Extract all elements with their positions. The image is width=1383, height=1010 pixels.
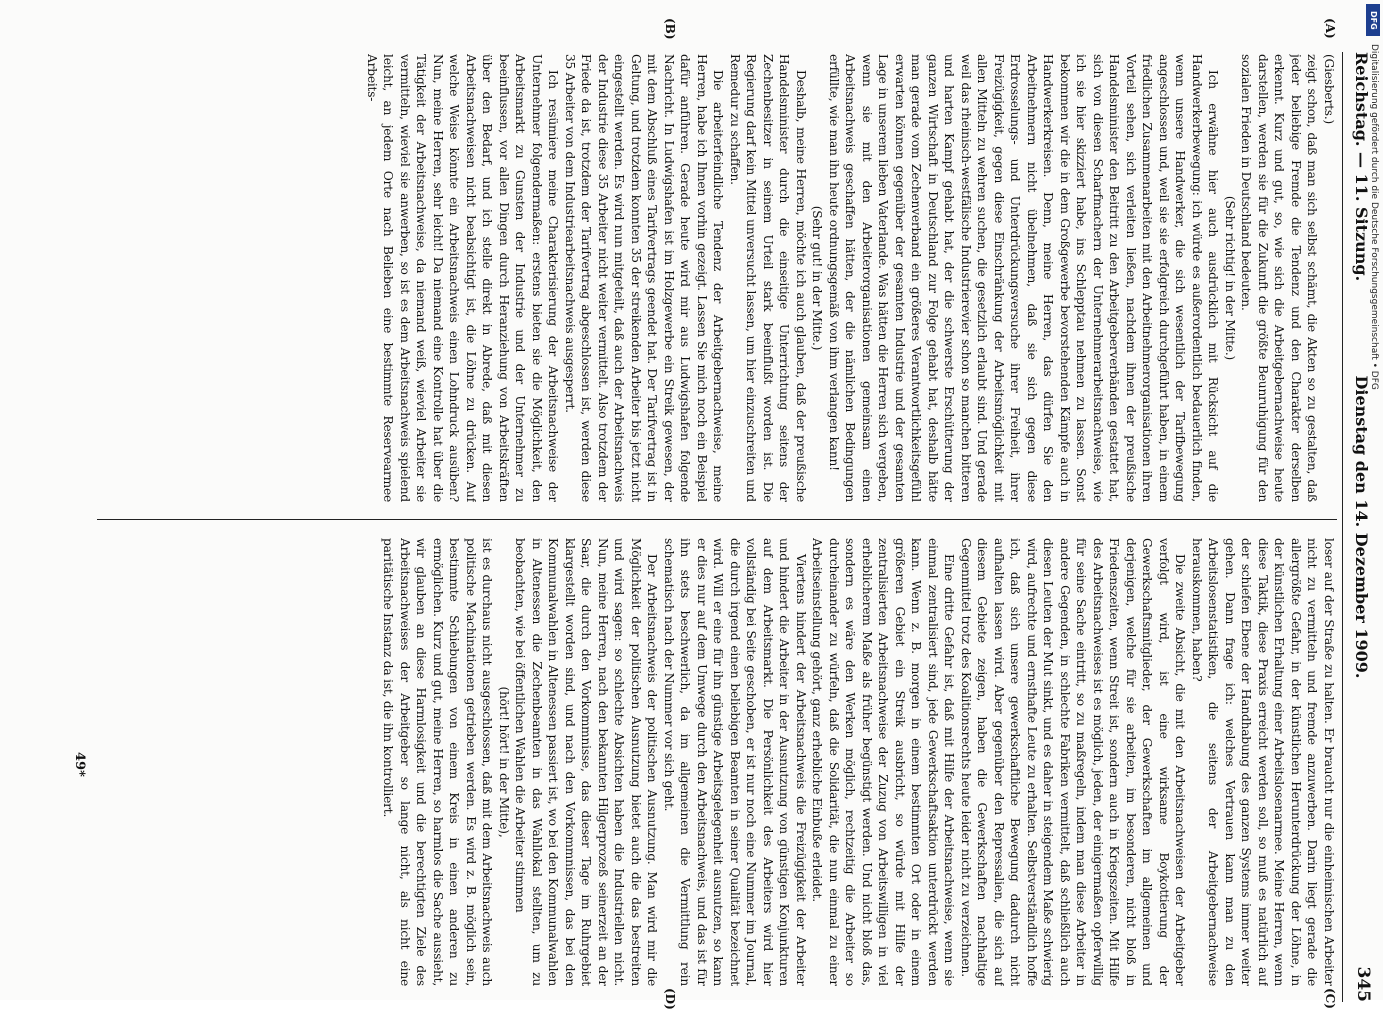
paragraph: zeigt schon, daß man sich selbst schämt, die Akten so zu gestalten, daß jeder beliebige Fremde die Tendenz und den Charakter derselben erkennt. Kurz und gut, so, wie sich die Arbeitgebernachweise heute darstellen, werden sie für die Zukunft die größte Beunruhigung für den sozialen Frieden in Deutschland bedeuten.: [1239, 54, 1320, 502]
dfg-logo: DFG: [1366, 4, 1380, 36]
margin-mark-b: (B): [663, 18, 677, 40]
header-date: Dienstag den 14. Dezember 1909.: [1352, 375, 1371, 679]
header-left: Reichstag. — 11. Sitzung.: [1352, 52, 1371, 282]
paragraph: Eine dritte Gefahr ist, daß mit Hilfe der Arbeitsnachweise, wenn sie einmal zentralisiert sind, jede Gewerkschaftsaktion unterdrückt werden kann. Wenn z. B. morgen in einem bestimmten Ort oder in einem größeren Gebiet ein Streik ausbricht, so würde mit Hilfe der zentralisierten Arbeitsnachweise der Zuzug von Arbeitswilligen in viel erheblicherem Maße als früher begünstigt werden. Und nicht bloß das, sondern es wäre den Werken möglich, rechtzeitig die Arbeiter so durcheinander zu würfeln, daß die Solidarität, die nun einmal zu einer Arbeitseinstellung gehört, ganz erhebliche Einbuße erleidet.: [810, 538, 957, 986]
speaker-name: (Giesberts.): [1322, 54, 1336, 125]
paragraph: Der Arbeitsnachweis der politischen Ausnutzung. Man wird mir die Möglichkeit der politischen Ausnutzung bietet auch die das bestreiten und wird sagen: so schlechte Absichten haben die Industriellen nicht. Nun, meine Herren, nach den bekannten Hilgerprozeß seinerzeit an der Saar, die durch den Vorkommnisse, das dieser Tage im Ruhrgebiet klargestellt worden sind, und nach den Vorkommnissen, das bei den Kommunalwahlen in Altenessen passiert ist, wo bei den Kommunalwahlen in Altenessen die Zechenbeamten in das Wahllokal stellten, um zu beobachten, wie bei öffentlichen Wahlen die Arbeiter stimmen: [513, 538, 660, 986]
interjection: (Sehr gut! in der Mitte.): [810, 205, 825, 351]
paragraph: Ich erwähne hier auch ausdrücklich mit Rücksicht auf die Handwerkerbewegung: ich würde es außerordentlich bedauerlich finden, wenn unsere Handwerker, die sich wesentlich der Tarifbewegung angeschlossen und, weil sie sie erfolgreich durchgeführt haben, in einem friedlichen Zusammenarbeiten mit den Arbeitnehmerorganisationen ihren Vorteil sehen, sich verleiten ließen, nachdem ihnen der preußische Handelsminister den Beitritt zu den Arbeitgeberverbänden gestattet hat, sich von diesen Scharfmachern der Unternehmerarbeitsnachweise, wie ich sie hier skizziert habe, ins Schlepptau nehmen zu lassen. Sonst bekommen wir die in dem Großgewerbe bevorstehenden Kämpfe auch in Handwerkerkreisen. Denn, meine Herren, das dürfen Sie den Arbeitnehmern nicht übelnehmen, daß sie sich gegen diese Erdrosselungs- und Unterdrückungsversuche ihrer Freiheit, ihrer Freizügigkeit, gegen diese Einschränkung der Arbeitsmöglichkeit mit allen Mitteln zu wehren suchen, die gesetzlich erlaubt sind. Und gerade weil das rheinisch-westfälische Industrierevier schon so manchen bitteren und harten Kampf gehabt hat, der die schwerste Erschütterung der ganzen Wirtschaft in Deutschland zur Folge gehabt hat, deshalb hätte man gerade vom Zechenverband ein größeres Verantwortlichkeitsgefühl erwarten können gegenüber der gesamten Industrie und der gesamten Lage in unserem lieben Vaterlande. Was hätten die Herren sich vergeben, wenn sie mit den Arbeiterorganisationen gemeinsam einen Arbeitsnachweis geschaffen hätten, der die nämlichen Bedingungen erfüllte, wie man ihn heute ordnungsgemäß von ihm verlangen kann!: [827, 54, 1221, 502]
paragraph: ist es durchaus nicht ausgeschlossen, daß mit dem Arbeitsnachweis auch politische Machinationen getrieben werden. Es wird z. B. möglich sein, bestimmte Schiebungen von einem Kreis in einen anderen zu ermöglichen. Kurz und gut, meine Herren, so harmlos die Sache aussieht, wir glauben an diese Harmlosigkeit und die berechtigten Ziele des Arbeitsnachweises der Arbeitgeber so lange nicht, als nicht eine paritätische Instanz da ist, die ihn kontrolliert.: [381, 538, 495, 986]
page-number: 345: [1353, 966, 1373, 1002]
margin-mark-c: (C): [1323, 988, 1337, 1009]
paragraph: Viertens hindert der Arbeitsnachweis die Freizügigkeit der Arbeiter und hindert die Arbeiter in der Ausnutzung von günstigen Konjunkturen auf dem Arbeitsmarkt. Die Persönlichkeit des Arbeiters wird hier vollständig bei Seite geschoben, er ist nur noch eine Nummer im Journal, die durch irgend einen beliebigen Beamten in seiner Qualität bezeichnet wird. Will er eine für ihn günstige Arbeitsgelegenheit ausnutzen, so kann er dies nur auf dem Umwege durch den Arbeitsnachweis, und das ist für ihn stets beschwerlich, da im allgemeinen die Vermittlung rein schematisch nach der Nummer vor sich geht.: [662, 538, 808, 986]
interjection: (hört! hört! in der Mitte),: [497, 686, 511, 838]
paragraph: Die arbeiterfeindliche Tendenz der Arbeitgebernachweise, meine Herren, habe ich Ihnen vorhin gezeigt. Lassen Sie mich noch ein Beispiel dafür anführen. Gerade heute wird mir aus Ludwigshafen folgende Nachricht. In Ludwigshafen ist im Holzgewerbe ein Streik gewesen, der mit dem Abschluß eines Tarifvertrags geendet hat. Der Tarifvertrag ist in Geltung, und trotzdem konnten 35 der streikenden Arbeiter bis jetzt nicht eingestellt werden. Es wird nun mitgeteilt, daß auch der Arbeitsnachweis der Industrie diese 35 Arbeiter nicht weiter vermittelt. Also trotzdem der Friede da ist, trotzdem der Tarifvertrag abgeschlossen ist, werden diese 35 Arbeiter von dem Industriearbeitsnachweis ausgesperrt.: [563, 54, 726, 502]
right-column: [97, 538, 1337, 986]
paragraph: loser auf der Straße zu halten. Er braucht nur die einheimischen Arbeiter nicht zu vermitteln und fremde anzuwerben. Darin liegt gerade die allergrößte Gefahr, in der künstlichen Herunterdrückung der Löhne, in der künstlichen Erhaltung einer Arbeitslosenarmee. Meine Herren, wenn diese Taktik, diese Praxis erreicht werden soll, so muß es natürlich auf der schiefen Ebene der Handhabung des ganzen Systems immer weiter gehen. Dann frage ich: welches Vertrauen kann man zu den Arbeitslosenstatistiken, die seitens der Arbeitgebernachweise herauskommen, haben?: [1190, 538, 1336, 986]
margin-mark-a: (A): [1323, 18, 1337, 39]
column-divider: [97, 519, 1337, 520]
paragraph: Deshalb, meine Herren, möchte ich auch glauben, daß der preußische Handelsminister durch die einseitige Unterrichtung seitens der Zechenbesitzer in seinem Urteil stark beeinflußt worden ist. Die Regierung darf kein Mittel unversucht lassen, um hier einzuschreiten und Remedur zu schaffen.: [728, 54, 808, 502]
header-rule: [1342, 52, 1343, 1002]
digitization-credit: [1363, 0, 1383, 1000]
paragraph: Ich resümiere meine Charakterisierung der Arbeitsnachweise der Unternehmer folgendermaßen: erstens bieten sie die Möglichkeit, den Arbeitsmarkt zu Gunsten der Industrie und der Unternehmer zu beeinflussen, vor allen Dingen durch Heranziehung von Arbeitskräften über den Bedarf, und ich stelle direkt in Abrede, daß mit diesen Arbeitsnachweisen nicht beabsichtigt ist, die Löhne zu drücken. Auf welche Weise könnte ein Arbeitsnachweis einen Lohndruck ausüben? Nun, meine Herren, sehr leicht! Da niemand eine Kontrolle hat über die Tätigkeit der Arbeitsnachweise, da niemand weiß, wieviel Arbeiter sie vermitteln, wieviel sie anwerben, so ist es dem Arbeitsnachweis spielend leicht, an jedem Orte nach Belieben eine bestimmte Reservearmee Arbeits-: [365, 54, 561, 502]
left-column: [97, 54, 1337, 502]
credit-text: Digitalisierung gefördert durch die Deutsche Forschungsgemeinschaft • DFG: [1369, 44, 1379, 390]
interjection: (Sehr richtig! in der Mitte.): [1223, 195, 1237, 361]
paragraph: Die zweite Absicht, die mit den Arbeitsnachweisen der Arbeitgeber verfolgt wird, ist eine wirksame Boykottierung der Gewerkschaftsmitglieder, der Gewerkschaften im allgemeinen und derjenigen, welche für sie arbeiten, im besonderen, nicht bloß in Friedenszeiten, wenn Streit ist, sondern auch in Kriegszeiten. Mit Hilfe des Arbeitsnachweises ist es möglich, jeden, der einigermaßen opferwillig für seine Sache eintritt, so zu maßregeln, indem man diese Arbeiter in andere Gegenden, in schlechte Fabriken vermittelt, daß schließlich auch diesen Leuten der Mut sinkt, und es daher in steigendem Maße schwierig wird, aufrechte und ernsthafte Leute zu erhalten. Selbstverständlich hoffe ich, daß sich unsere gewerkschaftliche Bewegung dadurch nicht aufhalten lassen wird. Aber gegenüber den Repressalien, die sich auf diesem Gebiete zeigen, haben die Gewerkschaften nachhaltige Gegenmittel trotz des Koalitionsrechts heute leider nicht zu verzeichnen.: [959, 538, 1188, 986]
margin-mark-d: (D): [663, 988, 677, 1010]
signature-mark: 49*: [72, 752, 87, 777]
